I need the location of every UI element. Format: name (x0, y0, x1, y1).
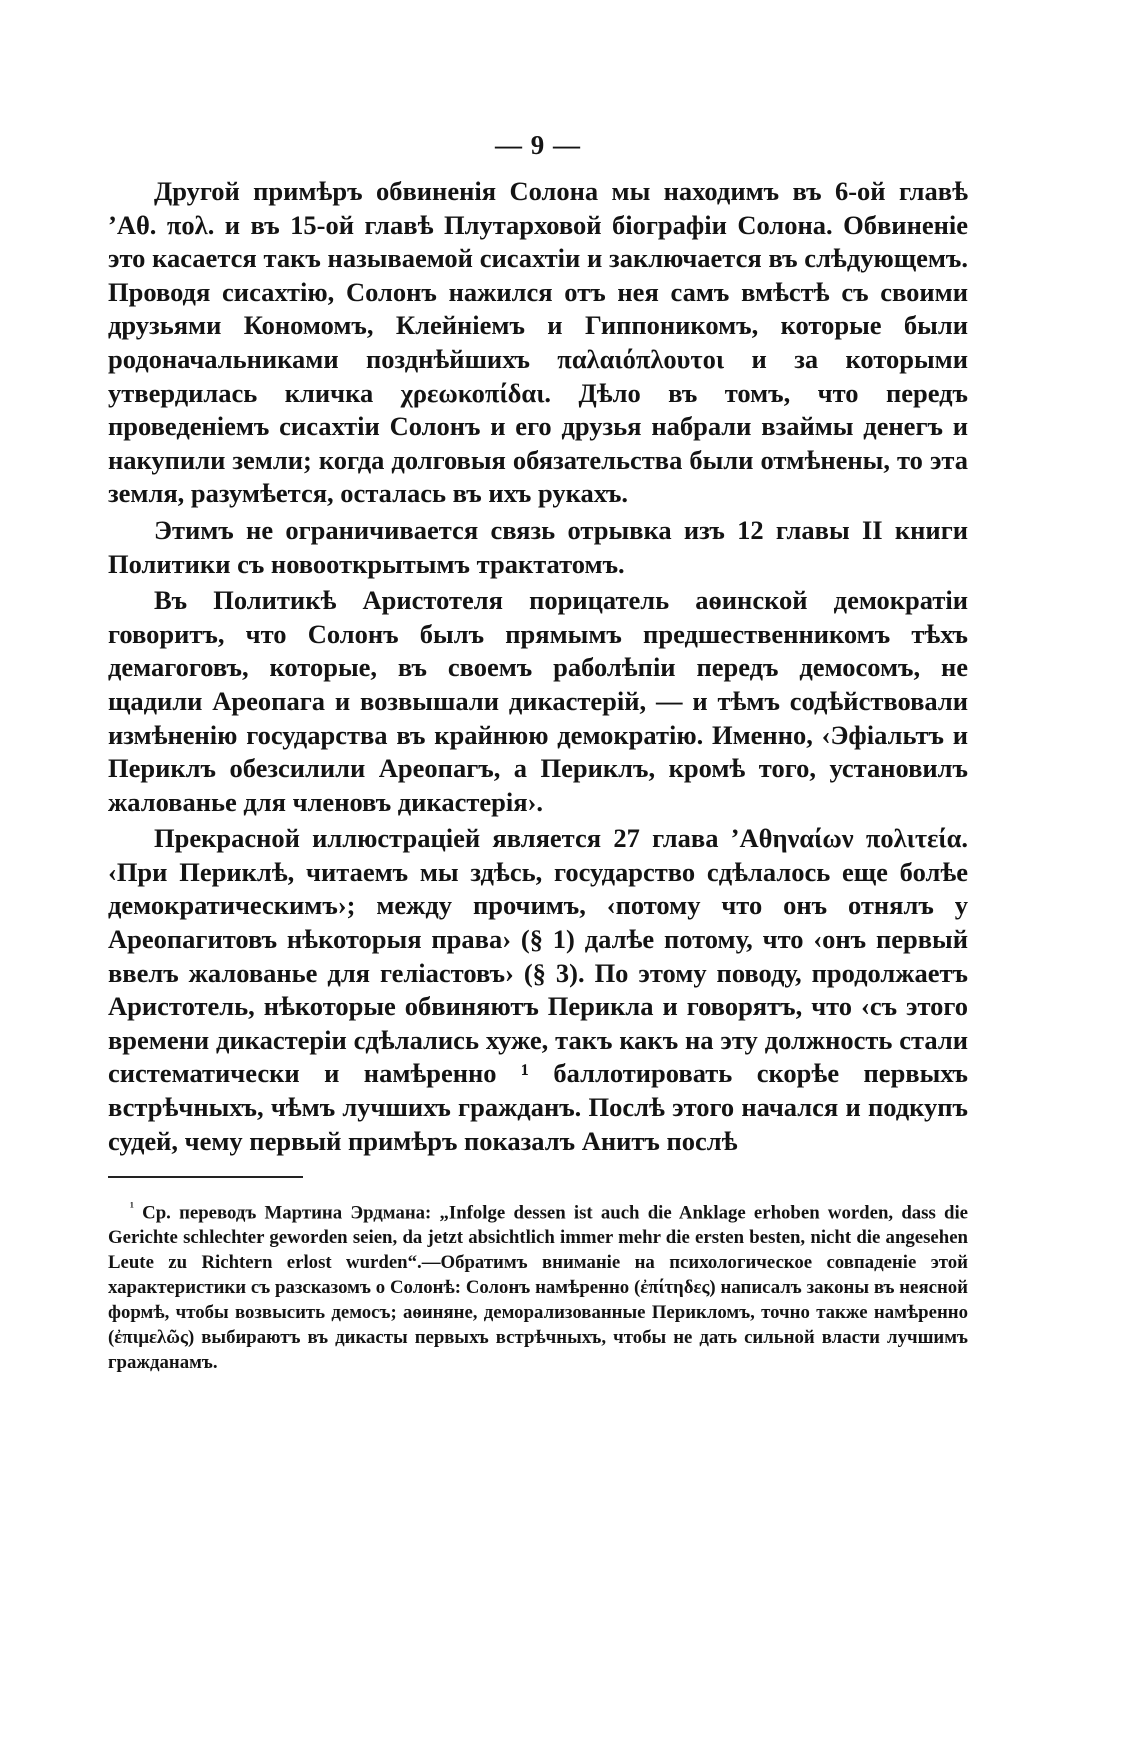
page-number: — 9 — (495, 130, 581, 160)
footnote-text: Ср. переводъ Мартина Эрдмана: „Infolge dessen ist auch die Anklage erhoben worden, dass die Gerichte schlechter geworden seien, da jetzt absichtlich immer mehr die ersten besten, nicht die angesehen Leute zu Richtern erlost wurden“.—Обратимъ вниманіе на психологическое совпаденіе этой характеристики съ разсказомъ о Солонѣ: Солонъ намѣренно (ἐπίτηδες) написалъ законы въ неясной формѣ, чтобы возвысить демосъ; аѳиняне, деморализованные Перикломъ, точно также намѣренно (ἐπιμελῶς) выбираютъ въ дикасты первыхъ встрѣчныхъ, чтобы не дать сильной власти лучшимъ гражданамъ. (108, 1202, 968, 1374)
paragraph-2: Этимъ не ограничивается связь отрывка изъ 12 главы II книги Политики съ новооткрытымъ трактатомъ. (108, 514, 968, 579)
paragraph-3: Въ Политикѣ Аристотеля порицатель аѳинской демократіи говоритъ, что Солонъ былъ прямымъ предшественникомъ тѣхъ демагоговъ, которые, въ своемъ раболѣпіи передъ демосомъ, не щадили Ареопага и возвышали дикастерій, — и тѣмъ содѣйствовали измѣненію государства въ крайнюю демократію. Именно, ‹Эфіальтъ и Периклъ обезсилили Ареопагъ, а Периклъ, кромѣ того, установилъ жалованье для членовъ дикастерія›. (108, 585, 968, 817)
book-page (108, 130, 968, 1375)
paragraph-1: Другой примѣръ обвиненія Солона мы находимъ въ 6-ой главѣ ’Αθ. πολ. и въ 15-ой главѣ Плутарховой біографіи Солона. Обвиненіе это касается такъ называемой сисахтіи и заключается въ слѣдующемъ. Проводя сисахтію, Солонъ нажился отъ нея самъ вмѣстѣ съ своими друзьями Кономомъ, Клейніемъ и Гиппоникомъ, которые были родоначальниками позднѣйшихъ παλαιόπλουτοι и за которыми утвердилась кличка χρεωκοπίδαι. Дѣло въ томъ, что передъ проведеніемъ сисахтіи Солонъ и его друзья набрали взаймы денегъ и накупили земли; когда долговыя обязательства были отмѣнены, то эта земля, разумѣется, осталась въ ихъ рукахъ. (108, 176, 968, 509)
body-text (108, 175, 968, 1158)
footnote-divider (108, 1176, 303, 1178)
paragraph-4: Прекрасной иллюстраціей является 27 глава ’Αθηναίων πολιτεία. ‹При Периклѣ, читаемъ мы здѣсь, государство сдѣлалось еще болѣе демократическимъ›; между прочимъ, ‹потому что онъ отнялъ у Ареопагитовъ нѣкоторыя права› (§ 1) далѣе потому, что ‹онъ первый ввелъ жалованье для геліастовъ› (§ 3). По этому поводу, продолжаетъ Аристотель, нѣкоторые обвиняютъ Перикла и говорятъ, что ‹съ этого времени дикастеріи сдѣлались хуже, такъ какъ на эту должность стали систематически и намѣренно ¹ баллотировать скорѣе первыхъ встрѣчныхъ, чѣмъ лучшихъ гражданъ. Послѣ этого начался и подкупъ судей, чему первый примѣръ показалъ Анитъ послѣ (108, 823, 968, 1156)
footnote-mark: ¹ (130, 1199, 134, 1215)
footnote (108, 1194, 968, 1375)
